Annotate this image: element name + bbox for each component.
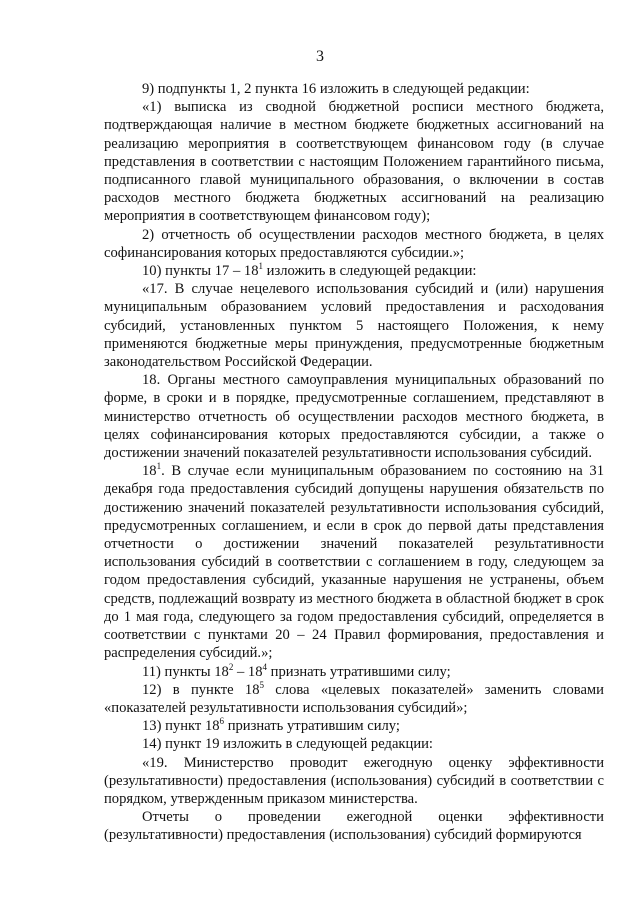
page-number: 3 — [316, 48, 324, 65]
paragraph-point-17: «17. В случае нецелевого использования субсидий и (или) нарушения муниципальным образованием условий предоставления и расходования субсидий, установленных пунктом 5 настоящего Положения, к нему применяются бюджетные меры принуждения, предусмотренные бюджетным законодательством Российской Федерации. — [104, 281, 604, 371]
paragraph-point-18-1: $18^1$. В случае если муниципальным образованием по состоянию на 31 декабря года предоставления субсидий допущены нарушения обязательств по достижению значений показателей результативности использования субсидий, предусмотренных соглашением, и если в срок до первой даты представления отчетности о достижении значений показателей результативности использования субсидий в соответствии с соглашением в году, следующем за годом предоставления субсидий, указанные нарушения не устранены, объем средств, подлежащий возврату из местного бюджета в областной бюджет в срок до 1 мая года, следующего за годом предоставления субсидий, определяется в соответствии с пунктами 20 – 24 Правил формирования, предоставления и распределения субсидий.»; — [104, 461, 604, 662]
document-body — [104, 80, 604, 845]
paragraph-item-13: 13) пункт $18^6$ признать утратившим силу; — [142, 716, 400, 735]
paragraph-point-19: «19. Министерство проводит ежегодную оценку эффективности (результативности) предоставления (использования) субсидий в соответствии с порядком, утвержденным приказом министерства. — [104, 754, 604, 807]
paragraph-subitem-1: «1) выписка из сводной бюджетной росписи местного бюджета, подтверждающая наличие в местном бюджете бюджетных ассигнований на реализацию мероприятия в соответствующем финансовом году (в случае представления в соответствии с настоящим Положением гарантийного письма, подписанного главой муниципального образования, о включении в состав расходов местного бюджета бюджетных ассигнований на реализацию мероприятия в соответствующем финансовом году); — [104, 99, 604, 225]
paragraph-item-11: 11) пункты $18^2 - 18^4$ признать утратившими силу; — [142, 661, 451, 680]
paragraph-item-14: 14) пункт 19 изложить в следующей редакции: — [142, 736, 433, 753]
paragraph-point-18: 18. Органы местного самоуправления муниципальных образований по форме, в сроки и в порядке, предусмотренные соглашением, представляют в министерство отчетность об осуществлении расходов местного бюджета, в целях софинансирования которых предоставляются субсидии, а также о достижении значений показателей результативности использования субсидий. — [104, 372, 604, 462]
paragraph-subitem-2: 2) отчетность об осуществлении расходов местного бюджета, в целях софинансирования которых предоставляются субсидии.»; — [104, 226, 604, 261]
paragraph-item-12: 12) в пункте $18^5$ слова «целевых показателей» заменить словами «показателей результативности использования субсидий»; — [104, 679, 604, 716]
paragraph-reports: Отчеты о проведении ежегодной оценки эффективности (результативности) предоставления (использования) субсидий формируются — [104, 809, 604, 844]
paragraph-item-10: 10) пункты $17 - 18^1$ изложить в следующей редакции: — [142, 261, 477, 280]
paragraph-item-9: 9) подпункты 1, 2 пункта 16 изложить в следующей редакции: — [142, 81, 530, 97]
